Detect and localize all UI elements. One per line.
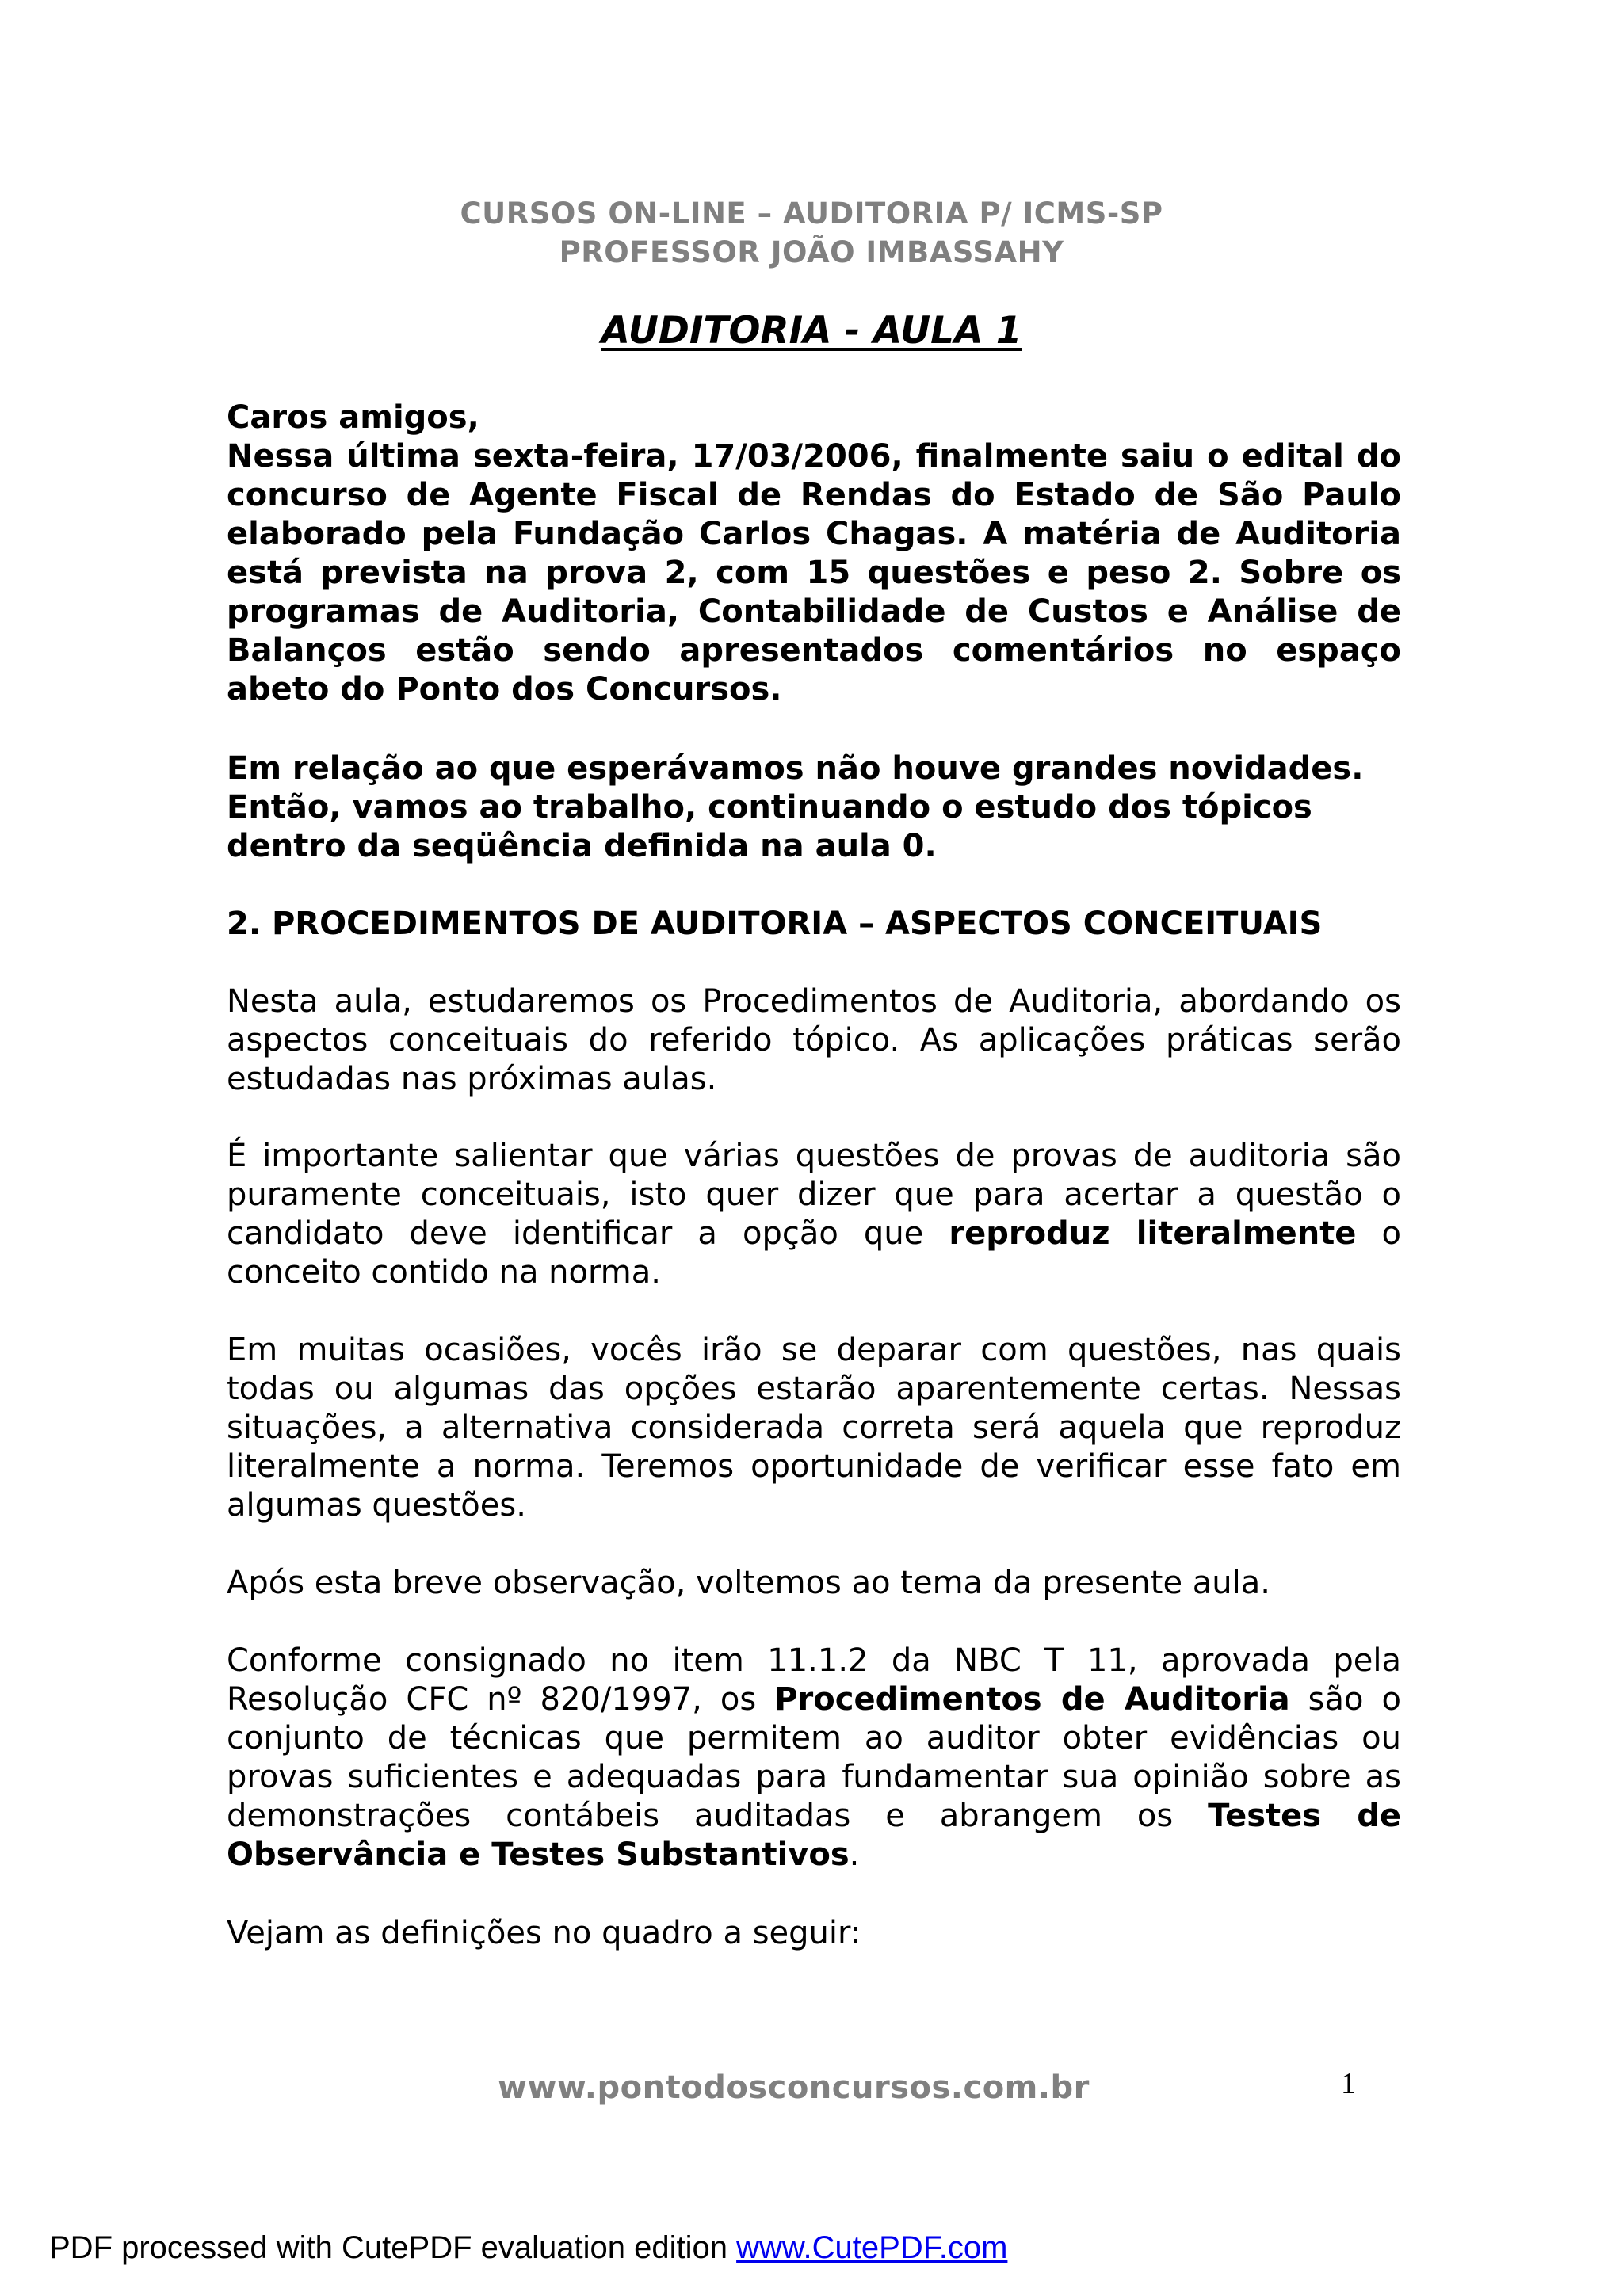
body-paragraph-5-text-a: Conforme consignado no item 11.1.2 da NBC T 11, aprovada pela Resolução CFC nº 820/1997, os — [227, 1642, 1401, 1718]
body-paragraph-1-block — [227, 982, 1401, 1099]
body-paragraph-5-text-b: são o conjunto de técnicas que permitem ao auditor obter evidências ou provas suficientes e adequadas para fundamentar sua opinião sobre as demonstrações contábeis auditadas e abrangem os — [227, 1681, 1402, 1834]
section-heading: 2. PROCEDIMENTOS DE AUDITORIA – ASPECTOS CONCEITUAIS — [227, 906, 1323, 942]
emphasis-testes: Testes de Observância e Testes Substantivos — [227, 1798, 1402, 1873]
body-paragraph-5 — [227, 1642, 1401, 1875]
body-paragraph-1: Nesta aula, estudaremos os Procedimentos de Auditoria, abordando os aspectos conceituais do referido tópico. As aplicações práticas serão estudadas nas próximas aulas. — [227, 983, 1401, 1097]
greeting: Caros amigos, — [227, 399, 479, 436]
footer-url: www.pontodosconcursos.com.br — [498, 2069, 1090, 2106]
emphasis-reproduz-literalmente: reproduz literalmente — [949, 1215, 1357, 1252]
cutepdf-watermark-text: PDF processed with CutePDF evaluation edition — [49, 2230, 737, 2265]
body-paragraph-6-block — [227, 1914, 1401, 1953]
body-paragraph-5-text-c: . — [849, 1836, 860, 1873]
body-paragraph-4: Após esta breve observação, voltemos ao tema da presente aula. — [227, 1565, 1270, 1601]
intro-block — [227, 399, 1401, 709]
body-paragraph-5-block — [227, 1642, 1401, 1875]
page-number: 1 — [1341, 2067, 1356, 2100]
body-paragraph-3: Em muitas ocasiões, vocês irão se deparar com questões, nas quais todas ou algumas das opções estarão aparentemente certas. Nessas situações, a alternativa considerada correta será aquela que reproduz literalmente a norma. Teremos oportunidade de verificar esse fato em algumas questões. — [227, 1332, 1401, 1524]
body-paragraph-4-block — [227, 1564, 1401, 1603]
body-paragraph-2 — [227, 1137, 1401, 1292]
page-title: AUDITORIA - AULA 1 — [601, 309, 1022, 353]
intro-block-2 — [227, 749, 1401, 866]
body-paragraph-2-text-a: É importante salientar que várias questões de provas de auditoria são puramente conceituais, isto quer dizer que para acertar a questão o candidato deve identificar a opção que — [227, 1138, 1401, 1252]
body-paragraph-2-text-b: o conceito contido na norma. — [227, 1215, 1401, 1291]
section-block — [227, 905, 1401, 944]
course-header: CURSOS ON-LINE – AUDITORIA P/ ICMS-SP — [460, 196, 1163, 231]
professor-header: PROFESSOR JOÃO IMBASSAHY — [559, 235, 1064, 269]
emphasis-procedimentos-de-auditoria: Procedimentos de Auditoria — [774, 1681, 1290, 1718]
body-paragraph-3-block — [227, 1331, 1401, 1525]
body-paragraph-6: Vejam as definições no quadro a seguir: — [227, 1915, 861, 1951]
cutepdf-link[interactable]: www.CutePDF.com — [736, 2230, 1008, 2265]
body-paragraph-2-block — [227, 1137, 1401, 1292]
intro-paragraph-1: Nessa última sexta-feira, 17/03/2006, finalmente saiu o edital do concurso de Agente Fiscal de Rendas do Estado de São Paulo elaborado pela Fundação Carlos Chagas. A matéria de Auditoria está prevista na prova 2, com 15 questões e peso 2. Sobre os programas de Auditoria, Contabilidade de Custos e Análise de Balanços estão sendo apresentados comentários no espaço abeto do Ponto dos Concursos. — [227, 438, 1401, 707]
intro-paragraph-2: Em relação ao que esperávamos não houve grandes novidades. Então, vamos ao trabalho, continuando o estudo dos tópicos dentro da seqüência definida na aula 0. — [227, 750, 1364, 864]
cutepdf-watermark — [49, 2230, 1007, 2266]
